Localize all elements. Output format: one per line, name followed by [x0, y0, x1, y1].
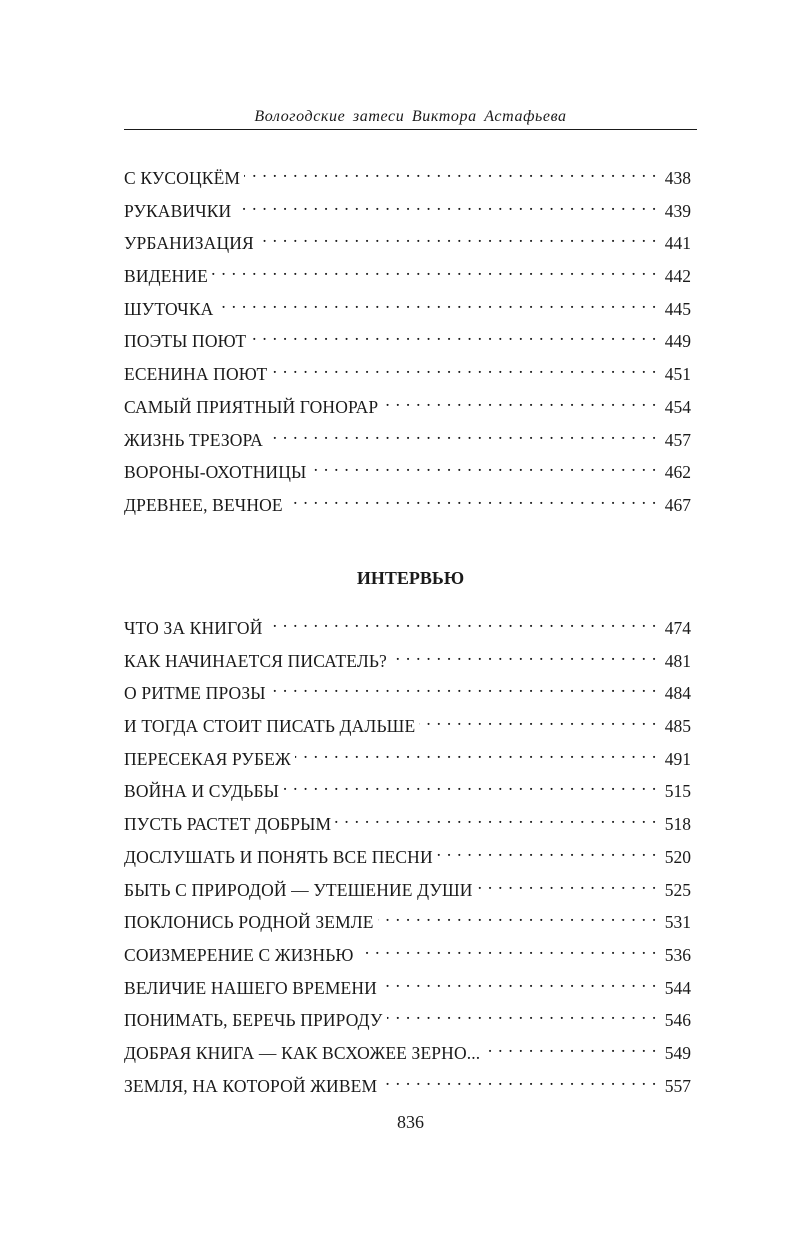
toc-entry-title: ВОЙНА И СУДЬБЫ [124, 781, 280, 802]
toc-entry-title: ДОБРАЯ КНИГА — КАК ВСХОЖЕЕ ЗЕРНО... [124, 1042, 481, 1063]
toc-entry[interactable] [124, 191, 691, 224]
toc-list-stories [124, 158, 691, 518]
dot-leader [267, 420, 657, 446]
toc-entry-page: 474 [664, 618, 691, 638]
dot-leader [419, 706, 657, 732]
toc-entry[interactable] [124, 804, 691, 837]
toc-entry[interactable] [124, 902, 691, 935]
dot-leader [295, 739, 657, 765]
dot-leader [266, 608, 657, 634]
toc-entry-title: СОИЗМЕРЕНИЕ С ЖИЗНЬЮ [124, 944, 354, 965]
toc-entry-title: ВИДЕНИЕ [124, 266, 208, 287]
toc-entry[interactable] [124, 354, 691, 387]
toc-entry[interactable] [124, 739, 691, 772]
toc-entry[interactable] [124, 771, 691, 804]
toc-entry-page: 546 [664, 1010, 691, 1031]
toc-entry-title: ПЕРЕСЕКАЯ РУБЕЖ [124, 748, 291, 769]
dot-leader [477, 870, 657, 896]
dot-leader [391, 641, 657, 667]
toc-entry-title: ЖИЗНЬ ТРЕЗОРА [124, 429, 263, 450]
toc-list-interviews [124, 608, 691, 1098]
toc-entry-page: 449 [664, 331, 691, 352]
toc-entry[interactable] [124, 870, 691, 903]
toc-entry[interactable] [124, 485, 691, 518]
toc-entry-title: БЫТЬ С ПРИРОДОЙ — УТЕШЕНИЕ ДУШИ [124, 879, 473, 900]
toc-entry-title: С КУСОЦКЁМ [124, 168, 241, 188]
toc-entry[interactable] [124, 223, 691, 256]
dot-leader [258, 223, 657, 249]
dot-leader [212, 256, 657, 282]
toc-entry[interactable] [124, 1000, 691, 1033]
dot-leader [244, 158, 657, 184]
toc-entry[interactable] [124, 387, 691, 420]
toc-entry-page: 457 [664, 429, 691, 450]
toc-entry-title: ПОКЛОНИСЬ РОДНОЙ ЗЕМЛЕ [124, 912, 374, 933]
toc-entry-page: 441 [664, 233, 691, 254]
dot-leader [484, 1033, 657, 1059]
toc-entry[interactable] [124, 256, 691, 289]
dot-leader [381, 1066, 657, 1092]
toc-entry-page: 439 [664, 200, 691, 221]
toc-entry[interactable] [124, 1066, 691, 1099]
toc-entry-title: ДРЕВНЕЕ, ВЕЧНОЕ [124, 494, 283, 515]
toc-entry[interactable] [124, 321, 691, 354]
section-heading: ИНТЕРВЬЮ [356, 568, 465, 588]
toc-entry-title: ПОЭТЫ ПОЮТ [124, 331, 247, 352]
dot-leader [382, 387, 657, 413]
toc-entry-page: 525 [664, 879, 691, 900]
toc-entry[interactable] [124, 673, 691, 706]
toc-entry-title: ШУТОЧКА [124, 298, 214, 319]
dot-leader [378, 902, 657, 928]
toc-entry-page: 485 [664, 716, 691, 737]
dot-leader [358, 935, 657, 961]
toc-entry-page: 491 [664, 748, 691, 769]
toc-entry[interactable] [124, 608, 691, 641]
dot-leader [217, 289, 657, 315]
toc-entry-page: 518 [664, 814, 691, 835]
toc-entry-title: ВОРОНЫ-ОХОТНИЦЫ [124, 462, 307, 483]
toc-entry[interactable] [124, 452, 691, 485]
toc-entry-page: 445 [664, 298, 691, 319]
toc-entry[interactable] [124, 1033, 691, 1066]
toc-entry[interactable] [124, 706, 691, 739]
dot-leader [381, 968, 657, 994]
toc-entry-title: О РИТМЕ ПРОЗЫ [124, 683, 266, 704]
dot-leader [287, 485, 657, 511]
toc-entry[interactable] [124, 289, 691, 322]
toc-entry-title: ВЕЛИЧИЕ НАШЕГО ВРЕМЕНИ [124, 977, 377, 998]
toc-entry-page: 454 [664, 396, 691, 417]
toc-entry-page: 557 [664, 1075, 691, 1096]
dot-leader [283, 771, 657, 797]
toc-entry[interactable] [124, 158, 691, 191]
toc-entry[interactable] [124, 935, 691, 968]
toc-entry-title: КАК НАЧИНАЕТСЯ ПИСАТЕЛЬ? [124, 650, 387, 671]
running-head: Вологодские затеси Виктора Астафьева [254, 108, 567, 125]
toc-entry-page: 484 [664, 683, 691, 704]
toc-entry-page: 515 [664, 781, 691, 802]
toc-entry-title: ЧТО ЗА КНИГОЙ [124, 618, 263, 638]
header-rule [124, 129, 697, 130]
toc-entry-page: 467 [664, 494, 691, 515]
toc-entry-page: 549 [664, 1042, 691, 1063]
dot-leader [271, 354, 657, 380]
toc-entry[interactable] [124, 420, 691, 453]
toc-entry[interactable] [124, 837, 691, 870]
toc-entry-title: САМЫЙ ПРИЯТНЫЙ ГОНОРАР [124, 396, 379, 417]
toc-entry-title: ПОНИМАТЬ, БЕРЕЧЬ ПРИРОДУ [124, 1010, 383, 1031]
toc-entry-page: 481 [664, 650, 691, 671]
toc-entry-title: ДОСЛУШАТЬ И ПОНЯТЬ ВСЕ ПЕСНИ [124, 846, 433, 867]
dot-leader [250, 321, 657, 347]
dot-leader [270, 673, 657, 699]
toc-entry-title: И ТОГДА СТОИТ ПИСАТЬ ДАЛЬШЕ [124, 716, 416, 737]
dot-leader [310, 452, 657, 478]
toc-entry-title: ЗЕМЛЯ, НА КОТОРОЙ ЖИВЕМ [124, 1075, 378, 1096]
page-number: 836 [397, 1112, 424, 1132]
toc-entry-page: 520 [664, 846, 691, 867]
dot-leader [235, 191, 657, 217]
toc-entry-title: ЕСЕНИНА ПОЮТ [124, 364, 268, 385]
toc-entry-page: 531 [664, 912, 691, 933]
toc-entry-page: 544 [664, 977, 691, 998]
toc-entry-page: 462 [664, 462, 691, 483]
toc-entry[interactable] [124, 641, 691, 674]
toc-entry-page: 536 [664, 944, 691, 965]
dot-leader [387, 1000, 657, 1026]
dot-leader [335, 804, 657, 830]
toc-entry-page: 438 [664, 168, 691, 188]
toc-entry[interactable] [124, 968, 691, 1001]
toc-entry-title: ПУСТЬ РАСТЕТ ДОБРЫМ [124, 814, 332, 835]
dot-leader [437, 837, 657, 863]
toc-entry-title: РУКАВИЧКИ [124, 200, 232, 221]
toc-entry-title: УРБАНИЗАЦИЯ [124, 233, 254, 254]
toc-entry-page: 442 [664, 266, 691, 287]
toc-entry-page: 451 [664, 364, 691, 385]
